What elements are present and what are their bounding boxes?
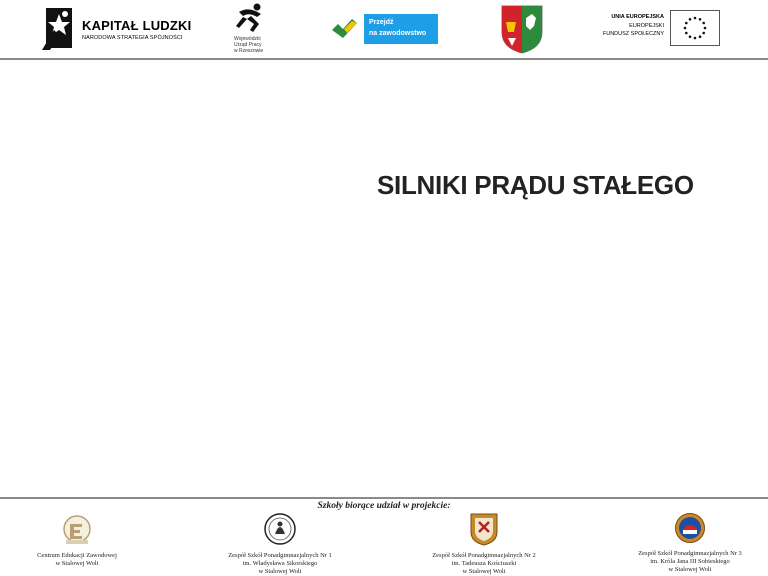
kapital-ludzki-emblem-icon bbox=[40, 6, 80, 52]
kapital-ludzki-title: KAPITAŁ LUDZKI bbox=[82, 18, 192, 33]
checkmark-icon bbox=[330, 16, 360, 42]
ue-line-3: FUNDUSZ SPOŁECZNY bbox=[602, 31, 664, 37]
school-zsp3-line-1: Zespół Szkół Ponadgimnazjalnych Nr 3 bbox=[638, 550, 742, 557]
zsp1-emblem-icon bbox=[263, 512, 297, 546]
zsp2-emblem-icon bbox=[469, 512, 499, 546]
school-zsp3-line-3: w Stalowej Woli bbox=[668, 566, 712, 573]
school-cez-line-1: Centrum Edukacji Zawodowej bbox=[37, 552, 117, 559]
school-zsp2 bbox=[422, 512, 546, 576]
school-cez bbox=[22, 514, 132, 568]
zsp3-emblem-icon bbox=[674, 512, 706, 544]
przejdz-na-zawodowstwo-logo bbox=[330, 14, 442, 44]
coat-of-arms-icon bbox=[500, 4, 544, 54]
przejdz-line-2: na zawodowstwo bbox=[369, 30, 427, 37]
running-figure-icon bbox=[231, 2, 271, 34]
page-title: SILNIKI PRĄDU STAŁEGO bbox=[377, 170, 694, 200]
przejdz-line-1: Przejdź bbox=[369, 19, 394, 26]
school-zsp2-line-2: im. Tadeusza Kościuszki bbox=[451, 560, 517, 567]
school-zsp3-line-2: im. Króla Jana III Sobieskiego bbox=[650, 558, 730, 565]
wup-line-3: w Rzeszowie bbox=[234, 48, 264, 54]
ue-line-1: UNIA EUROPEJSKA bbox=[611, 14, 664, 20]
coat-of-arms bbox=[500, 4, 544, 54]
cez-emblem-icon bbox=[60, 514, 94, 546]
kapital-ludzki-logo bbox=[40, 6, 192, 52]
footer-divider bbox=[0, 497, 768, 499]
wup-rzeszow-logo bbox=[225, 2, 273, 56]
school-zsp2-line-3: w Stalowej Woli bbox=[462, 568, 506, 575]
header-divider bbox=[0, 58, 768, 60]
wup-line-2: Urząd Pracy bbox=[234, 42, 262, 48]
schools-heading: Szkoły biorące udział w projekcie: bbox=[317, 501, 451, 511]
school-zsp1-line-1: Zespół Szkół Ponadgimnazjalnych Nr 1 bbox=[228, 552, 332, 559]
school-zsp2-line-1: Zespół Szkół Ponadgimnazjalnych Nr 2 bbox=[432, 552, 536, 559]
kapital-ludzki-subtitle: NARODOWA STRATEGIA SPÓJNOŚCI bbox=[82, 35, 183, 41]
school-cez-line-2: w Stalowej Woli bbox=[55, 560, 99, 567]
przejdz-box bbox=[364, 14, 438, 44]
school-zsp1 bbox=[218, 512, 342, 576]
eu-stars-icon bbox=[671, 11, 719, 45]
ue-line-2: EUROPEJSKI bbox=[629, 23, 664, 29]
school-zsp3 bbox=[628, 512, 752, 574]
wup-line-1: Wojewódzki bbox=[234, 36, 261, 42]
school-zsp1-line-2: im. Władysława Sikorskiego bbox=[242, 560, 318, 567]
eu-flag-icon bbox=[670, 10, 720, 46]
unia-europejska-logo bbox=[580, 10, 720, 48]
school-zsp1-line-3: w Stalowej Woli bbox=[258, 568, 302, 575]
